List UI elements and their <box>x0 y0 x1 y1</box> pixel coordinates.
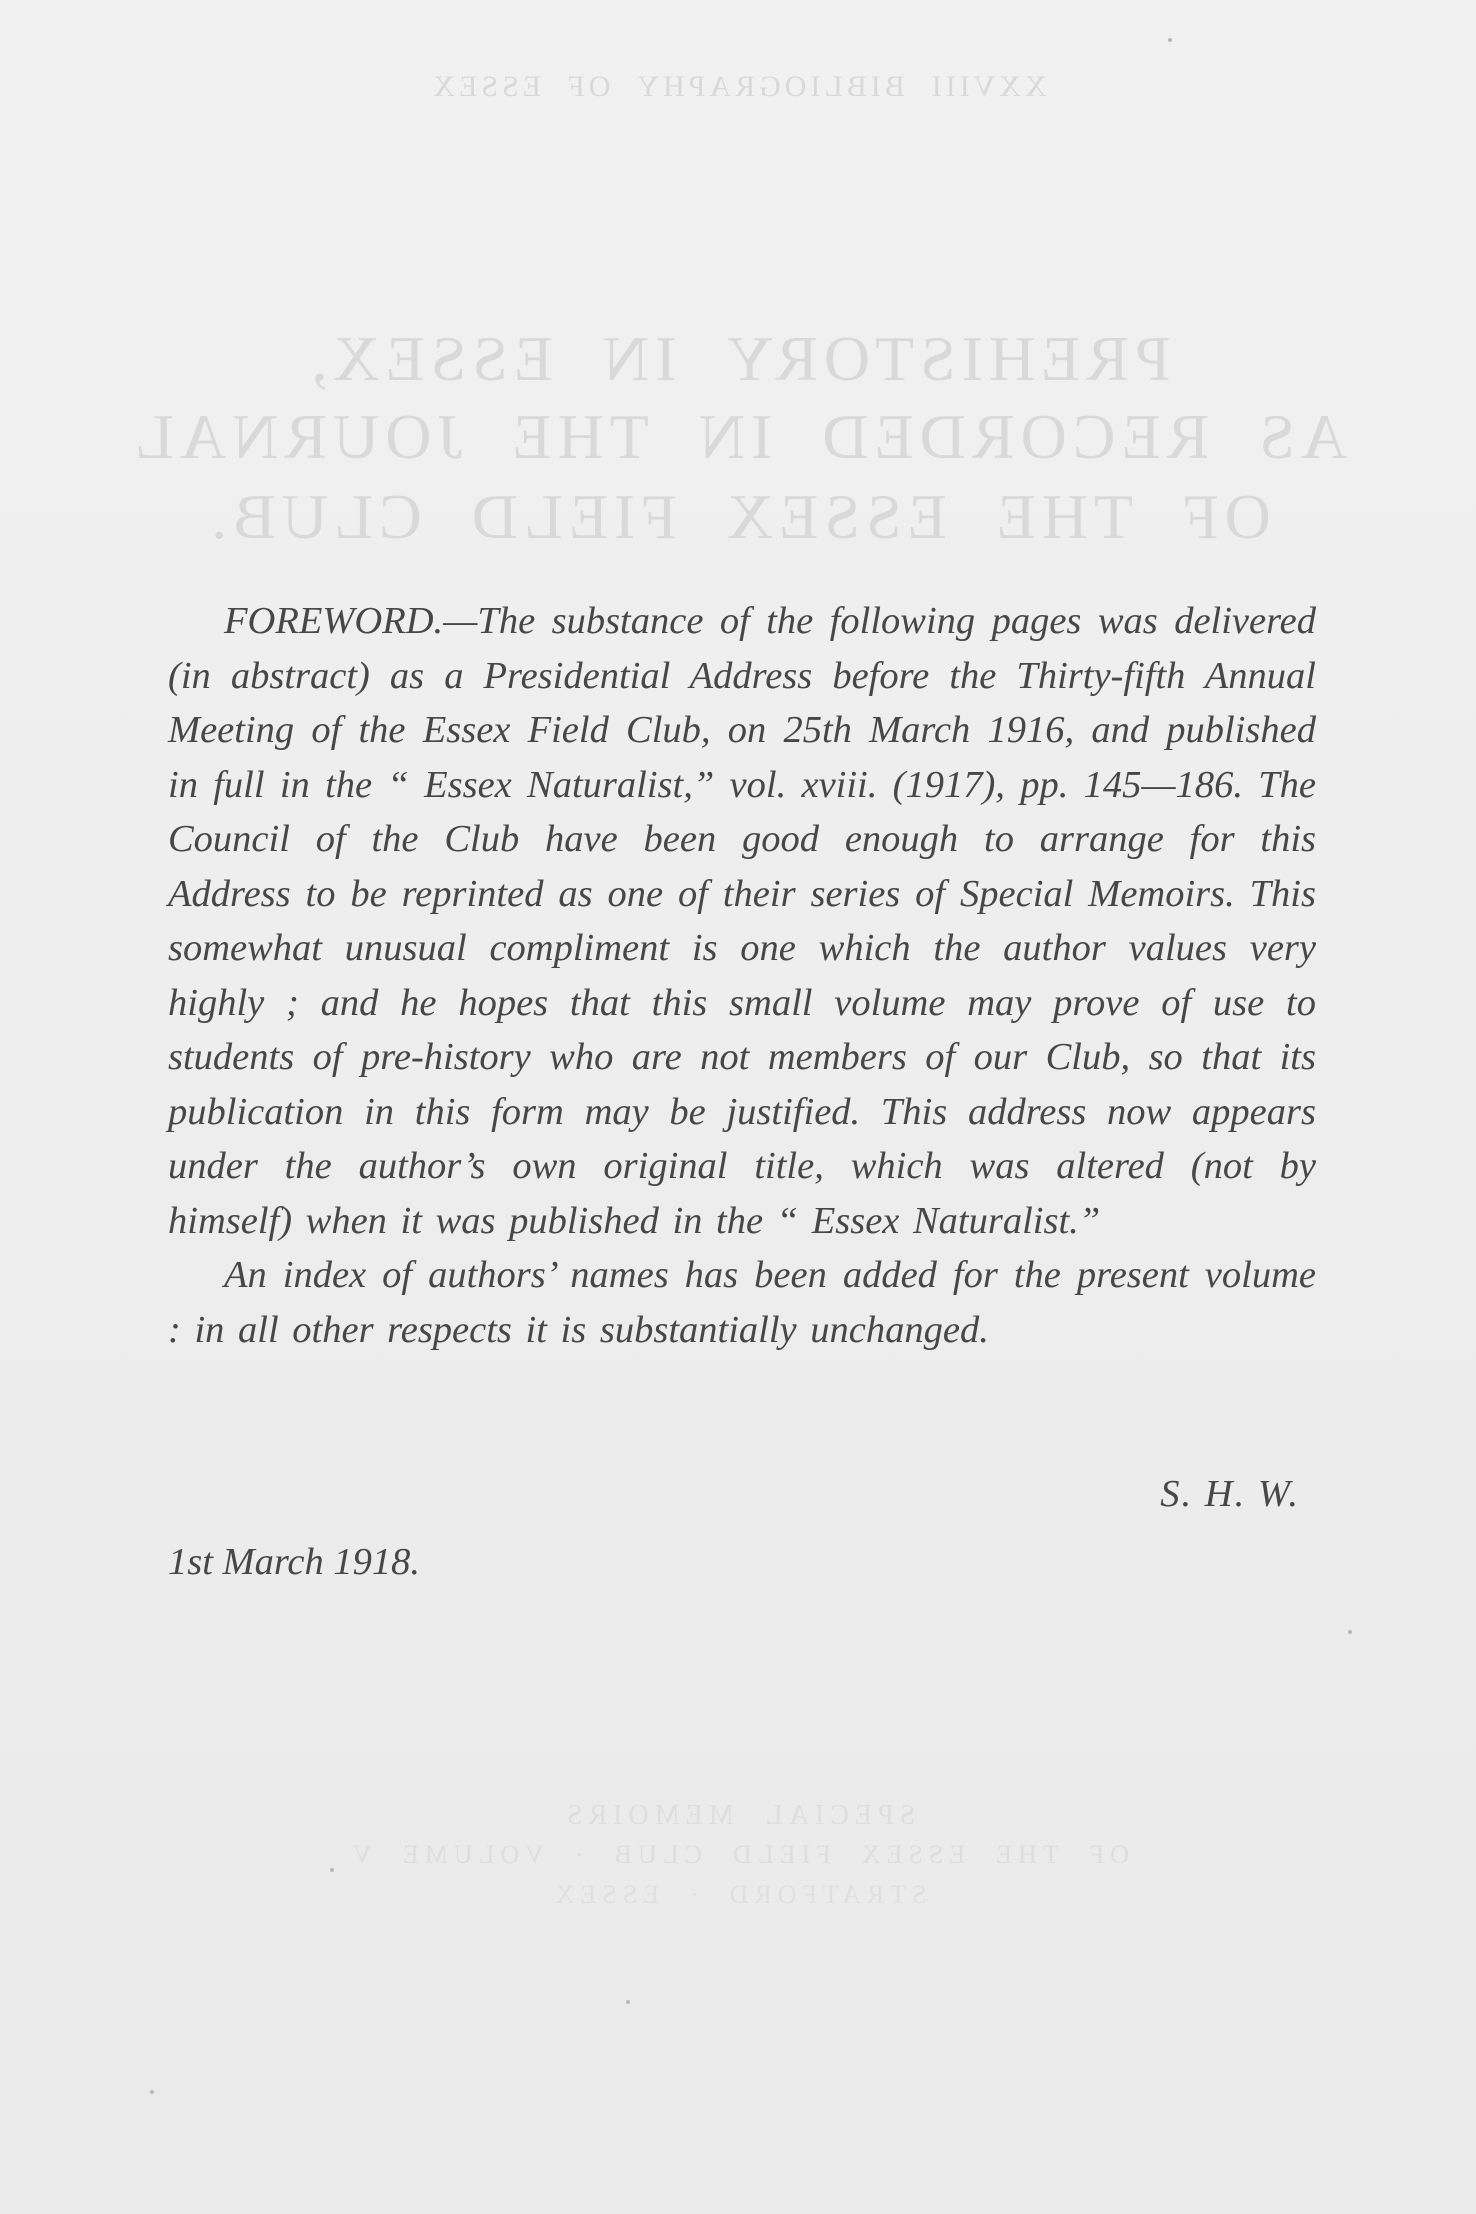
show-through-title-line-2: AS RECORDED IN THE JOURNAL <box>128 401 1348 472</box>
paper-speck <box>626 2000 630 2004</box>
paper-speck <box>1348 1630 1352 1634</box>
paper-speck <box>1168 38 1172 42</box>
paper-speck <box>330 1868 334 1872</box>
show-through-footer-line-2: OF THE ESSEX FIELD CLUB · VOLUME V <box>347 1840 1129 1869</box>
show-through-title-line-3: OF THE ESSEX FIELD CLUB. <box>205 481 1271 552</box>
foreword-date: 1st March 1918. <box>168 1541 421 1583</box>
foreword-paragraph: FOREWORD.—The substance of the following pages was delivered (in abstract) as a Presidential Address before the Thirty-fifth Annual Meeting of the Essex Field Club, on 25th March 1916, and published in full in the “ Essex Naturalist,” vol. xviii. (1917), pp. 145—186. The Council of the Club have been good enough to arrange for this Address to be reprinted as one of their series of Special Memoirs. This somewhat unusual compliment is one which the author values very highly ; and he hopes that this small volume may prove of use to students of pre-history who are not members of our Club, so that its publication in this form may be justified. This address now appears under the author’s own original title, which was altered (not by himself) when it was published in the “ Essex Naturalist.” <box>168 600 1316 1242</box>
show-through-footer-line-1: SPECIAL MEMOIRS <box>560 1800 916 1831</box>
author-initials: S. H. W. <box>1160 1473 1300 1515</box>
show-through-title-line-1: PREHISTORY IN ESSEX, <box>305 323 1171 394</box>
show-through-footer-line-3: STRATFORD · ESSEX <box>549 1880 927 1909</box>
paper-speck <box>150 2090 154 2094</box>
show-through-header: XXVIII BIBLIOGRAPHY OF ESSEX <box>429 70 1047 103</box>
foreword-paragraph: An index of authors’ names has been added for the present volume : in all other respects it is substantially unchanged. <box>168 1254 1316 1351</box>
foreword-text <box>168 594 1316 1357</box>
